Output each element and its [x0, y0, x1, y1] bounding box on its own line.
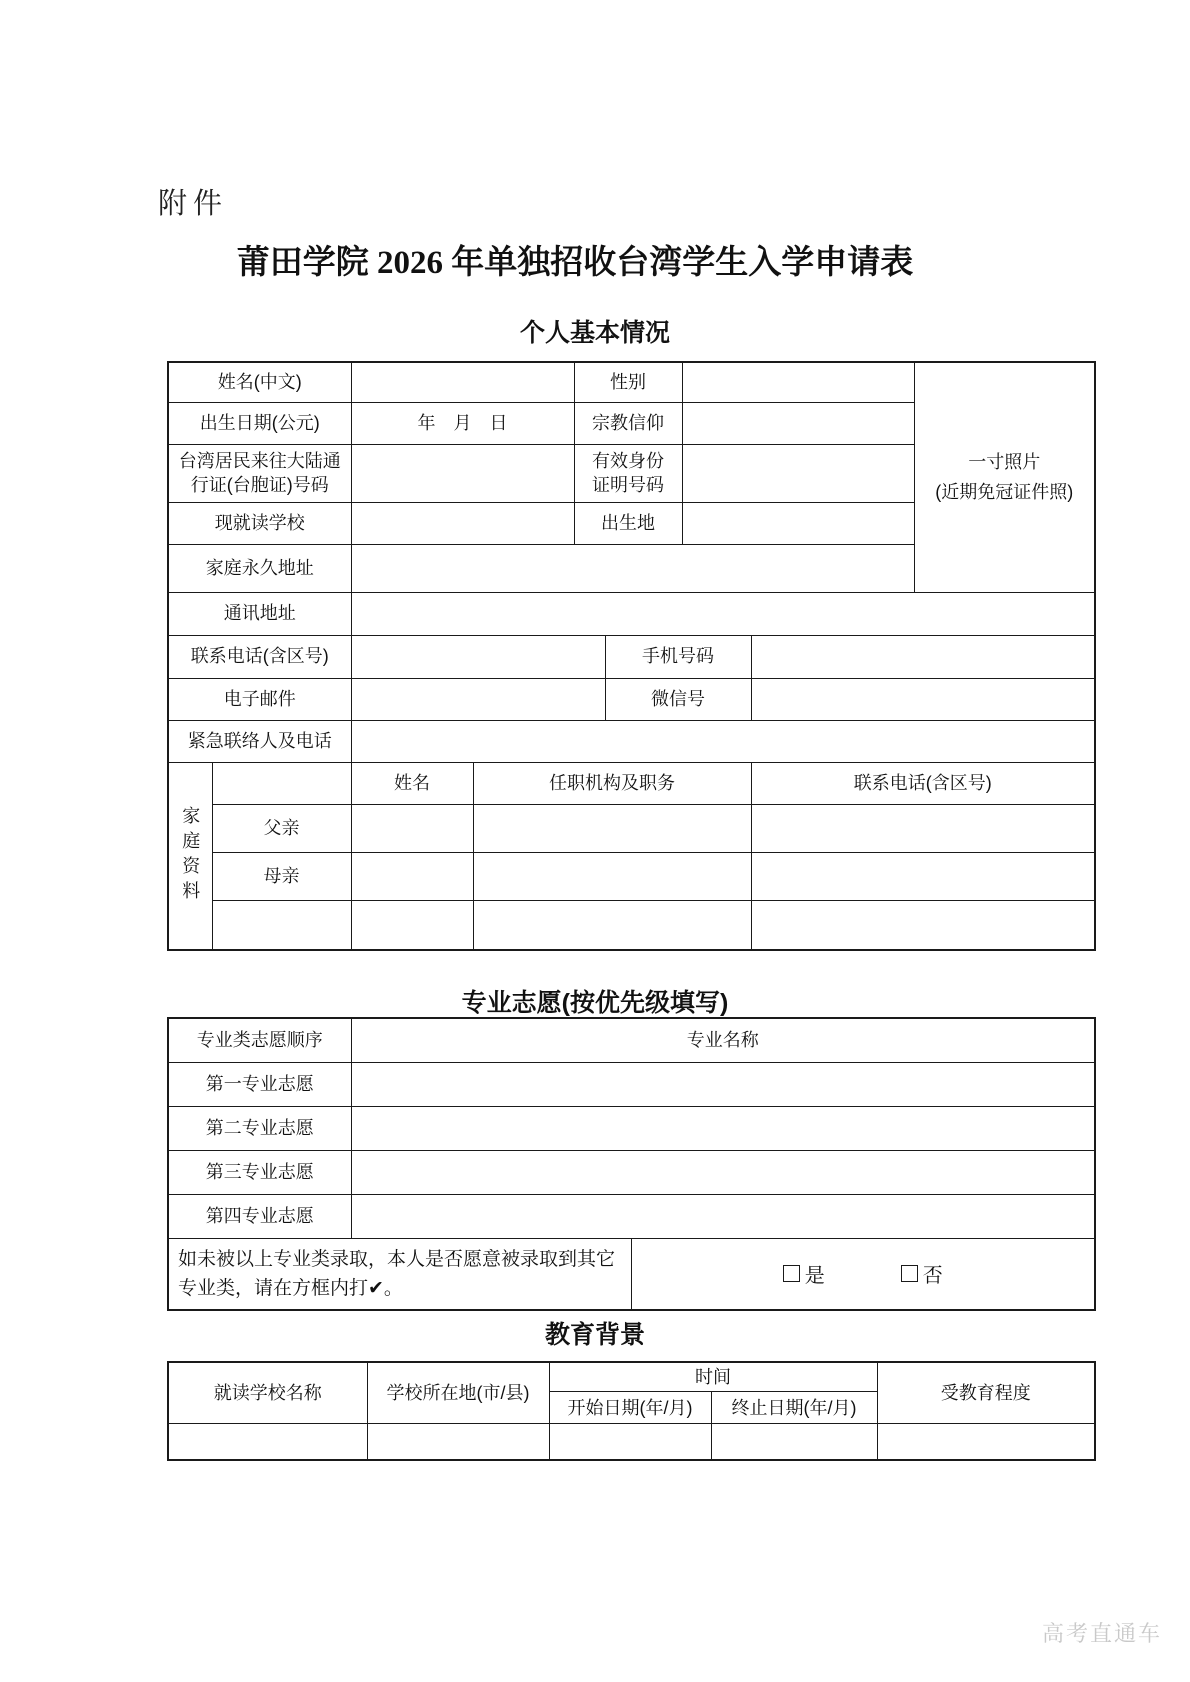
family-org-header: 任职机构及职务	[473, 762, 751, 804]
major-choice-1-value-cell	[351, 1062, 1095, 1106]
row-emergency-contact	[168, 720, 1095, 762]
father-phone-cell	[751, 804, 1095, 852]
current-school-value-cell	[351, 502, 574, 544]
email-value-cell	[351, 678, 605, 720]
education-background-table	[167, 1361, 1096, 1461]
yes-option-label: 是	[804, 1265, 825, 1288]
row-name-gender	[168, 362, 1095, 402]
name-label: 姓名(中文)	[168, 362, 351, 402]
attachment-label: 附件	[158, 188, 229, 220]
row-phone-mobile	[168, 635, 1095, 678]
mother-name-cell	[351, 852, 473, 900]
gender-label: 性别	[574, 362, 682, 402]
family-info-vertical-label: 家庭资料	[168, 762, 212, 950]
row-education-header-1	[168, 1362, 1095, 1392]
name-value-cell	[351, 362, 574, 402]
father-label: 父亲	[212, 804, 351, 852]
travel-permit-label-line1: 台湾居民来往大陆通	[178, 450, 341, 471]
birthdate-value-cell: 年 月 日	[351, 402, 574, 444]
extra-name-cell	[351, 900, 473, 950]
religion-value-cell	[682, 402, 914, 444]
education-location-header: 学校所在地(市/县)	[367, 1362, 549, 1424]
yes-checkbox-icon	[783, 1265, 800, 1282]
education-end-header: 终止日期(年/月)	[711, 1392, 877, 1424]
phone-label: 联系电话(含区号)	[168, 635, 351, 678]
major-order-header: 专业类志愿顺序	[168, 1018, 351, 1062]
id-number-label-line2: 证明号码	[592, 475, 664, 495]
row-major-choice-4	[168, 1194, 1095, 1238]
row-major-choice-3	[168, 1150, 1095, 1194]
education-location-cell	[367, 1424, 549, 1460]
row-major-header	[168, 1018, 1095, 1062]
mother-phone-cell	[751, 852, 1095, 900]
education-degree-cell	[877, 1424, 1095, 1460]
row-email-wechat	[168, 678, 1095, 720]
adjustment-note: 如未被以上专业类录取，本人是否愿意被录取到其它专业类，请在方框内打✔。	[168, 1238, 631, 1310]
major-name-header: 专业名称	[351, 1018, 1095, 1062]
wechat-label: 微信号	[605, 678, 751, 720]
religion-label: 宗教信仰	[574, 402, 682, 444]
section-title-major-preferences: 专业志愿(按优先级填写)	[461, 989, 729, 1017]
no-checkbox-icon	[901, 1265, 918, 1282]
row-education-entry	[168, 1424, 1095, 1460]
no-option	[901, 1259, 943, 1288]
extra-org-cell	[473, 900, 751, 950]
father-name-cell	[351, 804, 473, 852]
major-choice-2-label: 第二专业志愿	[168, 1106, 351, 1150]
section-title-education-background: 教育背景	[544, 1321, 645, 1349]
major-choice-2-value-cell	[351, 1106, 1095, 1150]
adjustment-choice-cell	[631, 1238, 1095, 1310]
emergency-contact-value-cell	[351, 720, 1095, 762]
major-preferences-table	[167, 1017, 1096, 1311]
family-relation-header-cell	[212, 762, 351, 804]
extra-relation-cell	[212, 900, 351, 950]
row-major-choice-1	[168, 1062, 1095, 1106]
family-name-header: 姓名	[351, 762, 473, 804]
major-choice-4-value-cell	[351, 1194, 1095, 1238]
travel-permit-value-cell	[351, 444, 574, 502]
travel-permit-label	[168, 444, 351, 502]
father-org-cell	[473, 804, 751, 852]
mother-org-cell	[473, 852, 751, 900]
extra-phone-cell	[751, 900, 1095, 950]
education-school-cell	[168, 1424, 367, 1460]
row-father	[168, 804, 1095, 852]
phone-value-cell	[351, 635, 605, 678]
id-number-value-cell	[682, 444, 914, 502]
id-number-label	[574, 444, 682, 502]
education-time-header: 时间	[549, 1362, 877, 1392]
gender-value-cell	[682, 362, 914, 402]
current-school-label: 现就读学校	[168, 502, 351, 544]
education-school-header: 就读学校名称	[168, 1362, 367, 1424]
mailing-address-label: 通讯地址	[168, 592, 351, 635]
travel-permit-label-line2: 行证(台胞证)号码	[190, 475, 329, 495]
watermark-gaokao-zhitongche: 高考直通车	[1041, 1621, 1162, 1646]
section-title-personal-info: 个人基本情况	[519, 319, 670, 347]
mobile-label: 手机号码	[605, 635, 751, 678]
education-end-cell	[711, 1424, 877, 1460]
no-option-label: 否	[922, 1265, 943, 1288]
yes-option	[783, 1259, 825, 1288]
education-degree-header: 受教育程度	[877, 1362, 1095, 1424]
birthplace-value-cell	[682, 502, 914, 544]
id-number-label-line1: 有效身份	[592, 450, 664, 471]
family-phone-header: 联系电话(含区号)	[751, 762, 1095, 804]
home-address-label: 家庭永久地址	[168, 544, 351, 592]
home-address-value-cell	[351, 544, 914, 592]
major-choice-4-label: 第四专业志愿	[168, 1194, 351, 1238]
form-title: 莆田学院 2026 年单独招收台湾学生入学申请表	[236, 245, 914, 281]
major-choice-3-label: 第三专业志愿	[168, 1150, 351, 1194]
personal-info-table	[167, 361, 1096, 951]
row-family-extra	[168, 900, 1095, 950]
education-start-cell	[549, 1424, 711, 1460]
wechat-value-cell	[751, 678, 1095, 720]
row-mother	[168, 852, 1095, 900]
photo-cell	[914, 362, 1095, 592]
education-start-header: 开始日期(年/月)	[549, 1392, 711, 1424]
email-label: 电子邮件	[168, 678, 351, 720]
row-major-adjust-note	[168, 1238, 1095, 1310]
birthplace-label: 出生地	[574, 502, 682, 544]
major-choice-3-value-cell	[351, 1150, 1095, 1194]
row-major-choice-2	[168, 1106, 1095, 1150]
mobile-value-cell	[751, 635, 1095, 678]
mailing-address-value-cell	[351, 592, 1095, 635]
mother-label: 母亲	[212, 852, 351, 900]
photo-line2: (近期免冠证件照)	[935, 482, 1074, 503]
emergency-contact-label: 紧急联络人及电话	[168, 720, 351, 762]
birthdate-label: 出生日期(公元)	[168, 402, 351, 444]
major-choice-1-label: 第一专业志愿	[168, 1062, 351, 1106]
row-mailing-address	[168, 592, 1095, 635]
photo-line1: 一寸照片	[968, 451, 1041, 472]
row-family-header	[168, 762, 1095, 804]
